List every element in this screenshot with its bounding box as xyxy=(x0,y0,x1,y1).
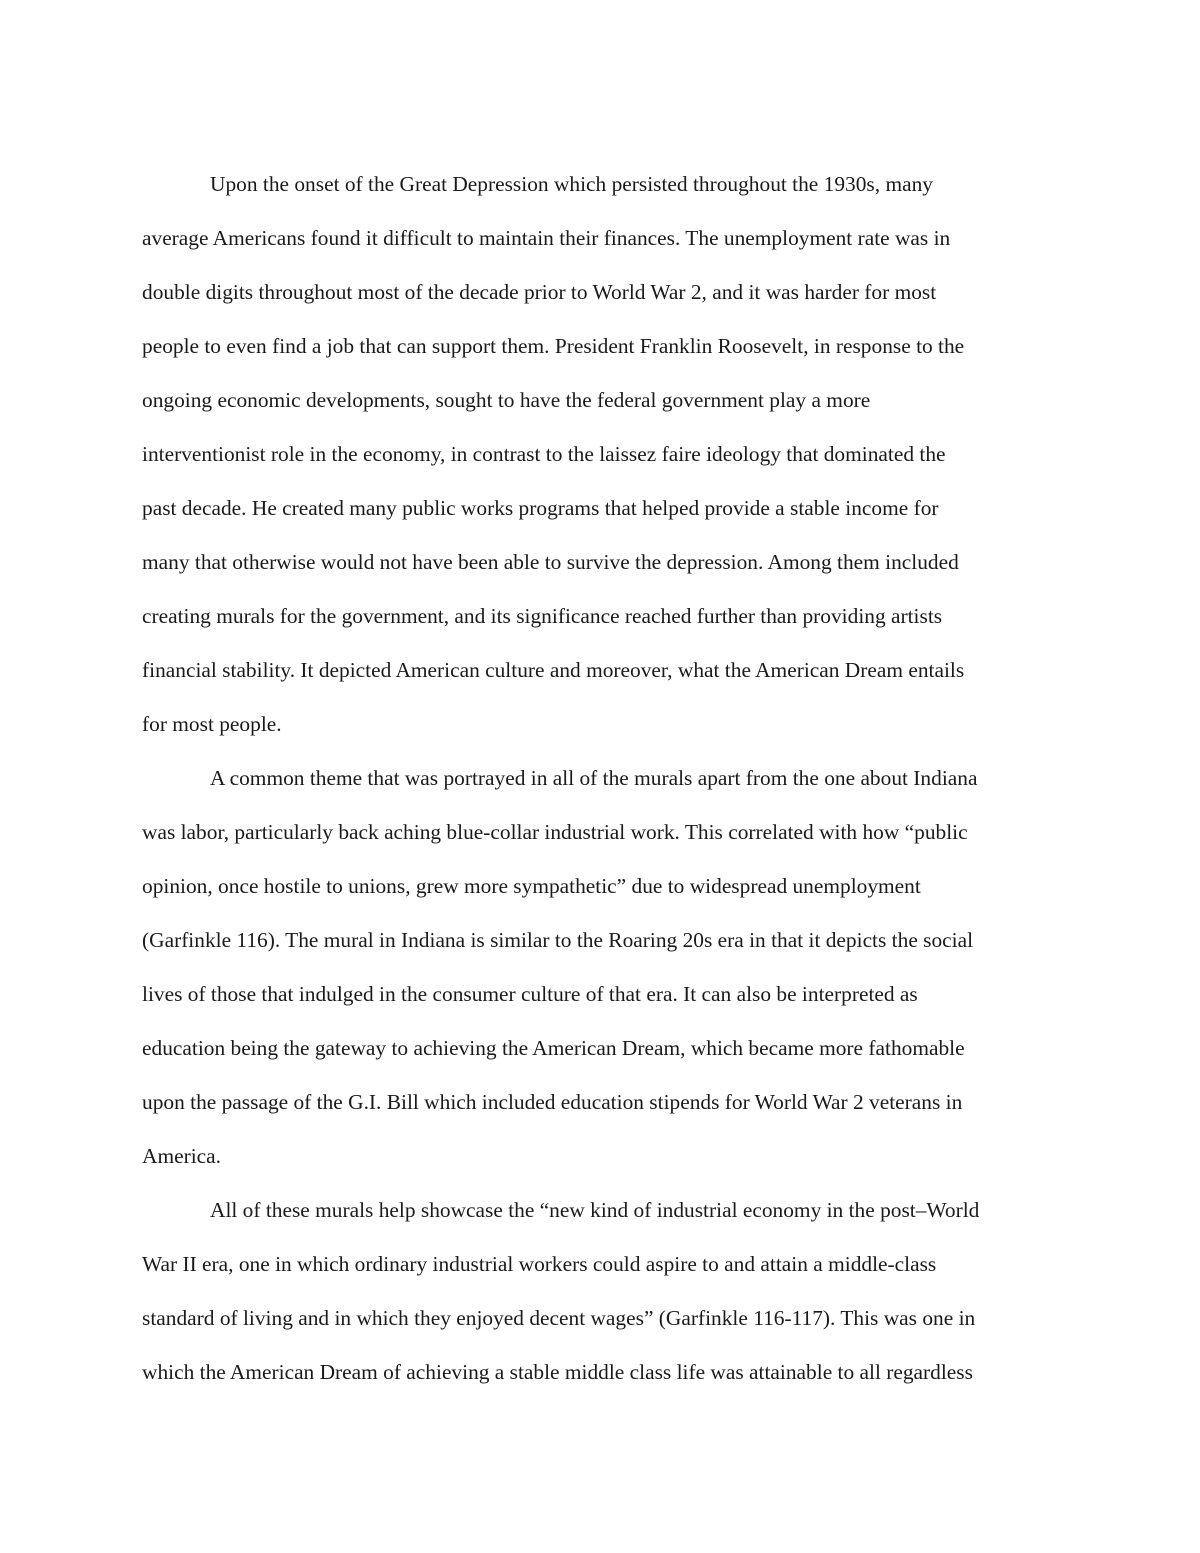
text-line: (Garfinkle 116). The mural in Indiana is similar to the Roaring 20s era in that it depicts the social xyxy=(142,928,974,952)
text-line: past decade. He created many public works programs that helped provide a stable income for xyxy=(142,496,939,520)
text-line: which the American Dream of achieving a stable middle class life was attainable to all regardless xyxy=(142,1360,973,1384)
text-line: many that otherwise would not have been able to survive the depression. Among them included xyxy=(142,550,959,574)
text-line: America. xyxy=(142,1144,221,1168)
text-line: interventionist role in the economy, in contrast to the laissez faire ideology that dominated the xyxy=(142,442,946,466)
text-line: standard of living and in which they enjoyed decent wages” (Garfinkle 116-117). This was one in xyxy=(142,1306,976,1330)
document-body xyxy=(142,157,1062,1399)
paragraph-2 xyxy=(142,751,1062,1183)
text-line: creating murals for the government, and its significance reached further than providing artists xyxy=(142,604,943,628)
paragraph-3 xyxy=(142,1183,1062,1399)
paragraph-1 xyxy=(142,157,1062,751)
text-line: upon the passage of the G.I. Bill which included education stipends for World War 2 veterans in xyxy=(142,1090,963,1114)
text-line: Upon the onset of the Great Depression which persisted throughout the 1930s, many xyxy=(210,172,933,196)
text-line: financial stability. It depicted American culture and moreover, what the American Dream entails xyxy=(142,658,965,682)
text-line: was labor, particularly back aching blue-collar industrial work. This correlated with how “public xyxy=(142,820,968,844)
text-line: All of these murals help showcase the “new kind of industrial economy in the post–World xyxy=(210,1198,980,1222)
text-line: lives of those that indulged in the consumer culture of that era. It can also be interpreted as xyxy=(142,982,918,1006)
text-line: War II era, one in which ordinary industrial workers could aspire to and attain a middle-class xyxy=(142,1252,937,1276)
text-line: people to even find a job that can support them. President Franklin Roosevelt, in response to the xyxy=(142,334,965,358)
text-line: ongoing economic developments, sought to have the federal government play a more xyxy=(142,388,871,412)
text-line: double digits throughout most of the decade prior to World War 2, and it was harder for most xyxy=(142,280,937,304)
text-line: A common theme that was portrayed in all of the murals apart from the one about Indiana xyxy=(210,766,978,790)
text-line: education being the gateway to achieving the American Dream, which became more fathomable xyxy=(142,1036,965,1060)
text-line: for most people. xyxy=(142,712,282,736)
text-line: average Americans found it difficult to maintain their finances. The unemployment rate was in xyxy=(142,226,951,250)
text-line: opinion, once hostile to unions, grew more sympathetic” due to widespread unemployment xyxy=(142,874,921,898)
